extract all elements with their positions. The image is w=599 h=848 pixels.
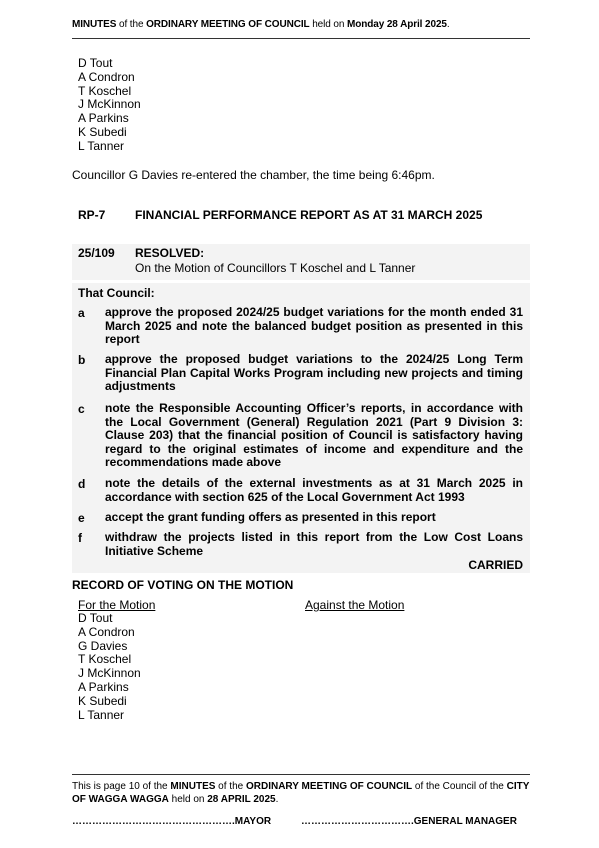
item-letter: a — [78, 306, 85, 320]
resolution-intro: That Council: — [78, 286, 155, 300]
mayor-signature-line — [72, 816, 271, 827]
item-letter: e — [78, 511, 85, 525]
voter: K Subedi — [78, 693, 127, 708]
page-header — [72, 19, 450, 30]
footer-text: held on — [168, 794, 208, 805]
reentry-note: Councillor G Davies re-entered the chamber, the time being 6:46pm. — [72, 168, 435, 182]
header-period: . — [446, 19, 450, 30]
mayor-label: MAYOR — [234, 816, 272, 827]
resolution-item: withdraw the projects listed in this report from the Low Cost Loans Initiative Scheme — [105, 530, 523, 558]
attendee: J McKinnon — [78, 97, 141, 112]
item-letter: c — [78, 402, 85, 416]
footer-date: 28 APRIL 2025 — [207, 794, 276, 805]
mayor-dots: …………………………………………. — [72, 816, 235, 827]
resolution-mover: On the Motion of Councillors T Koschel and L Tanner — [135, 261, 416, 275]
footer-text: of the Council of the — [412, 781, 507, 792]
gm-signature-line — [301, 816, 517, 827]
item-title: FINANCIAL PERFORMANCE REPORT AS AT 31 MARCH 2025 — [135, 208, 483, 222]
voting-heading: RECORD OF VOTING ON THE MOTION — [72, 578, 294, 592]
attendee-list — [78, 57, 141, 154]
voter: T Koschel — [78, 652, 132, 667]
carried-status: CARRIED — [468, 558, 523, 572]
voter: J McKinnon — [78, 666, 141, 681]
resolution-item: note the details of the external investments as at 31 March 2025 in accordance with section 625 of the Local Government Act 1993 — [105, 476, 523, 504]
footer-minutes: MINUTES — [170, 781, 216, 792]
footer-meeting: ORDINARY MEETING OF COUNCIL — [245, 781, 413, 792]
header-text-of: of the — [116, 19, 147, 30]
item-letter: d — [78, 477, 86, 491]
resolution-item: accept the grant funding offers as presented in this report — [105, 510, 436, 524]
against-motion-label: Against the Motion — [305, 598, 405, 612]
gm-dots: ……………………………. — [301, 816, 414, 827]
voter: L Tanner — [78, 707, 125, 722]
footer-rule — [72, 774, 530, 775]
attendee: L Tanner — [78, 138, 125, 153]
footer-council: CITY OF WAGGA WAGGA — [72, 781, 530, 805]
resolution-item: approve the proposed budget variations to the 2024/25 Long Term Financial Plan Capital Works Program including new projects and timing adjustments — [105, 352, 523, 394]
attendee: D Tout — [78, 56, 113, 70]
attendee: K Subedi — [78, 124, 127, 139]
footer-period: . — [275, 794, 279, 805]
item-letter: f — [78, 531, 82, 545]
voter: G Davies — [78, 638, 128, 653]
resolution-item: approve the proposed 2024/25 budget variations for the month ended 31 March 2025 and note the balanced budget position as presented in this report — [105, 305, 523, 347]
footer-text: of the — [215, 781, 246, 792]
header-date: Monday 28 April 2025 — [346, 19, 447, 30]
header-rule — [72, 38, 530, 39]
resolution-item: note the Responsible Accounting Officer’s reports, in accordance with the Local Government (General) Regulation 2021 (Part 9 Division 3: Clause 203) that the financial position of Council is satisfactory having regard to the original estimates of income and expenditure and the recommendations made above — [105, 401, 523, 470]
voter: A Parkins — [78, 679, 129, 694]
header-meeting: ORDINARY MEETING OF COUNCIL — [146, 19, 310, 30]
attendee: A Condron — [78, 69, 135, 84]
resolution-number: 25/109 — [78, 246, 115, 260]
gm-label: GENERAL MANAGER — [413, 816, 517, 827]
attendee: A Parkins — [78, 111, 129, 126]
for-motion-list — [78, 612, 141, 722]
attendee: T Koschel — [78, 83, 132, 98]
item-code: RP-7 — [78, 208, 106, 222]
page-footer — [72, 780, 530, 806]
item-letter: b — [78, 353, 86, 367]
footer-text: This is page 10 of the — [72, 781, 171, 792]
voter: A Condron — [78, 624, 135, 639]
for-motion-label: For the Motion — [78, 598, 156, 612]
resolution-label: RESOLVED: — [135, 246, 205, 260]
header-minutes: MINUTES — [72, 19, 117, 30]
header-text-held: held on — [309, 19, 347, 30]
voter: D Tout — [78, 611, 113, 625]
